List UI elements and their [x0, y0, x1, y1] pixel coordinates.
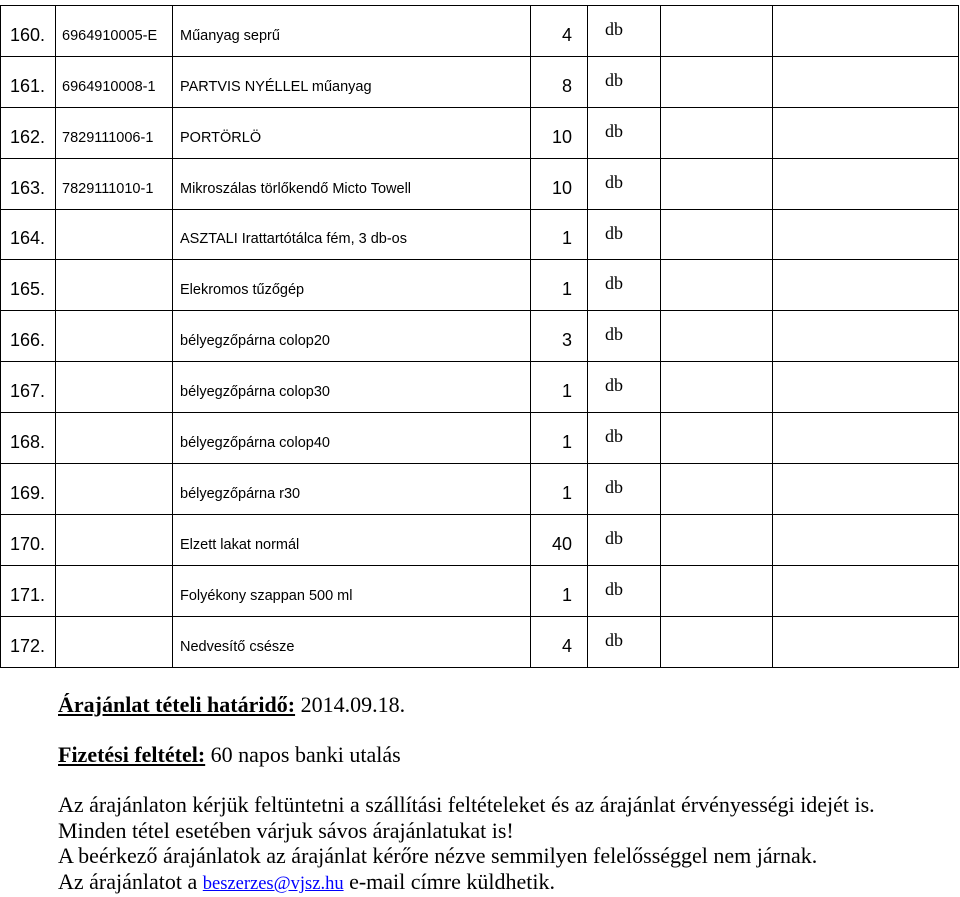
unit-cell [588, 6, 661, 56]
unit-price-cell [661, 57, 773, 107]
item-name-cell [173, 362, 531, 412]
unit-value: db [605, 120, 623, 141]
payment-terms-value: 60 napos banki utalás [210, 742, 401, 767]
item-code-cell [56, 108, 173, 158]
item-name: bélyegzőpárna colop30 [180, 384, 330, 401]
item-name-cell [173, 6, 531, 56]
quantity-cell [531, 108, 588, 158]
quantity-cell [531, 464, 588, 514]
item-number: 161. [10, 75, 46, 96]
item-number-cell [1, 515, 56, 565]
quantity-value: 1 [561, 482, 572, 503]
total-price-cell [773, 57, 959, 107]
unit-value: db [605, 324, 623, 345]
item-name: PARTVIS NYÉLLEL műanyag [180, 78, 372, 95]
table-row [1, 413, 959, 464]
quantity-cell [531, 159, 588, 209]
item-code-cell [56, 464, 173, 514]
contact-text-after: e-mail címre küldhetik. [349, 869, 555, 895]
item-name-cell [173, 311, 531, 361]
total-price-cell [773, 566, 959, 616]
item-code-cell [56, 57, 173, 107]
item-name: bélyegzőpárna colop40 [180, 435, 330, 452]
unit-price-cell [661, 617, 773, 667]
item-name: bélyegzőpárna colop20 [180, 333, 330, 350]
item-name: bélyegzőpárna r30 [180, 485, 301, 502]
item-number-cell [1, 566, 56, 616]
item-name-cell [173, 464, 531, 514]
unit-value: db [605, 171, 623, 192]
item-code-cell [56, 566, 173, 616]
quantity-cell [531, 515, 588, 565]
item-name: Műanyag seprű [180, 27, 280, 44]
item-name: PORTÖRLÖ [180, 129, 262, 146]
quantity-cell [531, 566, 588, 616]
quantity-value: 1 [561, 279, 572, 300]
payment-terms-label: Fizetési feltétel: [58, 742, 206, 767]
items-table [0, 5, 959, 668]
unit-value: db [605, 69, 623, 90]
unit-price-cell [661, 362, 773, 412]
item-name-cell [173, 108, 531, 158]
item-name: Folyékony szappan 500 ml [180, 587, 353, 604]
quantity-value: 10 [551, 126, 572, 147]
item-name: ASZTALI Irattartótálca fém, 3 db-os [180, 231, 407, 248]
table-row [1, 159, 959, 210]
quote-deadline-label: Árajánlat tételi határidő: [58, 692, 296, 717]
unit-cell [588, 566, 661, 616]
unit-value: db [605, 426, 623, 447]
item-number-cell [1, 210, 56, 260]
item-number-cell [1, 6, 56, 56]
item-code-cell [56, 6, 173, 56]
unit-cell [588, 617, 661, 667]
item-number-cell [1, 108, 56, 158]
item-number: 171. [10, 584, 46, 605]
item-number: 172. [10, 635, 46, 656]
table-row [1, 566, 959, 617]
quantity-cell [531, 57, 588, 107]
payment-terms [58, 742, 401, 768]
contact-text-before: Az árajánlatot a [58, 869, 198, 895]
item-number: 170. [10, 533, 46, 554]
item-name-cell [173, 413, 531, 463]
quantity-cell [531, 362, 588, 412]
item-number-cell [1, 617, 56, 667]
total-price-cell [773, 108, 959, 158]
item-number: 165. [10, 279, 46, 300]
note-line: A beérkező árajánlatok az árajánlat kérőre nézve semmilyen felelősséggel nem járnak. [58, 843, 818, 869]
item-number: 169. [10, 482, 46, 503]
unit-value: db [605, 477, 623, 498]
quantity-value: 40 [551, 533, 572, 554]
quote-deadline-value: 2014.09.18. [300, 692, 406, 717]
item-number-cell [1, 413, 56, 463]
quantity-cell [531, 617, 588, 667]
total-price-cell [773, 464, 959, 514]
item-number-cell [1, 57, 56, 107]
item-number: 167. [10, 381, 46, 402]
item-number-cell [1, 260, 56, 310]
quantity-value: 4 [561, 24, 572, 45]
contact-line [58, 869, 875, 895]
quantity-value: 3 [561, 330, 572, 351]
unit-price-cell [661, 464, 773, 514]
item-code: 7829111010-1 [62, 180, 154, 197]
unit-price-cell [661, 260, 773, 310]
total-price-cell [773, 159, 959, 209]
item-code-cell [56, 515, 173, 565]
total-price-cell [773, 311, 959, 361]
unit-price-cell [661, 108, 773, 158]
unit-value: db [605, 375, 623, 396]
item-name: Elzett lakat normál [180, 536, 300, 553]
table-row [1, 108, 959, 159]
item-code-cell [56, 159, 173, 209]
email-link[interactable]: beszerzes@vjsz.hu [202, 874, 344, 895]
item-code: 6964910005-E [62, 27, 158, 44]
table-row [1, 311, 959, 362]
table-row [1, 617, 959, 668]
item-name: Mikroszálas törlőkendő Micto Towell [180, 180, 412, 197]
item-number: 162. [10, 126, 46, 147]
unit-cell [588, 210, 661, 260]
item-number-cell [1, 362, 56, 412]
note-line: Az árajánlaton kérjük feltüntetni a szállítási feltételeket és az árajánlat érvényességi idejét is. [58, 792, 875, 817]
quote-deadline [58, 692, 405, 718]
item-name-cell [173, 617, 531, 667]
total-price-cell [773, 260, 959, 310]
quantity-cell [531, 311, 588, 361]
quantity-value: 1 [561, 228, 572, 249]
item-name-cell [173, 566, 531, 616]
quantity-value: 4 [561, 635, 572, 656]
unit-cell [588, 464, 661, 514]
item-name-cell [173, 57, 531, 107]
item-name-cell [173, 260, 531, 310]
table-row [1, 464, 959, 515]
total-price-cell [773, 515, 959, 565]
item-code-cell [56, 617, 173, 667]
item-number-cell [1, 159, 56, 209]
unit-price-cell [661, 413, 773, 463]
unit-price-cell [661, 6, 773, 56]
table-row [1, 515, 959, 566]
item-number-cell [1, 311, 56, 361]
item-code-cell [56, 260, 173, 310]
table-row [1, 362, 959, 413]
item-number: 168. [10, 432, 46, 453]
item-code-cell [56, 413, 173, 463]
item-name-cell [173, 210, 531, 260]
unit-price-cell [661, 566, 773, 616]
unit-cell [588, 57, 661, 107]
unit-value: db [605, 273, 623, 294]
item-number: 160. [10, 24, 46, 45]
item-number: 166. [10, 330, 46, 351]
quantity-cell [531, 210, 588, 260]
unit-price-cell [661, 311, 773, 361]
quantity-cell [531, 6, 588, 56]
item-code: 6964910008-1 [62, 78, 156, 95]
item-code: 7829111006-1 [62, 129, 154, 146]
item-code-cell [56, 311, 173, 361]
item-number-cell [1, 464, 56, 514]
quantity-value: 10 [551, 177, 572, 198]
unit-cell [588, 413, 661, 463]
unit-cell [588, 311, 661, 361]
table-row [1, 57, 959, 108]
quantity-cell [531, 260, 588, 310]
total-price-cell [773, 617, 959, 667]
total-price-cell [773, 6, 959, 56]
item-name: Nedvesítő csésze [180, 638, 295, 655]
note-line: Minden tétel esetében várjuk sávos árajánlatukat is! [58, 817, 514, 843]
item-name-cell [173, 515, 531, 565]
quantity-cell [531, 413, 588, 463]
unit-price-cell [661, 159, 773, 209]
item-name-cell [173, 159, 531, 209]
item-name: Elekromos tűzőgép [180, 282, 305, 299]
unit-value: db [605, 222, 623, 243]
unit-value: db [605, 578, 623, 599]
unit-value: db [605, 527, 623, 548]
quantity-value: 1 [561, 381, 572, 402]
item-code-cell [56, 210, 173, 260]
quantity-value: 1 [561, 584, 572, 605]
table-row [1, 6, 959, 57]
unit-cell [588, 108, 661, 158]
item-number: 164. [10, 228, 46, 249]
unit-value: db [605, 19, 623, 39]
item-number: 163. [10, 177, 46, 198]
quantity-value: 8 [561, 75, 572, 96]
total-price-cell [773, 210, 959, 260]
quantity-value: 1 [561, 432, 572, 453]
total-price-cell [773, 413, 959, 463]
table-row [1, 210, 959, 261]
total-price-cell [773, 362, 959, 412]
unit-value: db [605, 629, 623, 650]
unit-price-cell [661, 515, 773, 565]
table-row [1, 260, 959, 311]
notes-paragraph [58, 792, 875, 895]
unit-cell [588, 260, 661, 310]
unit-cell [588, 515, 661, 565]
unit-price-cell [661, 210, 773, 260]
unit-cell [588, 159, 661, 209]
unit-cell [588, 362, 661, 412]
item-code-cell [56, 362, 173, 412]
